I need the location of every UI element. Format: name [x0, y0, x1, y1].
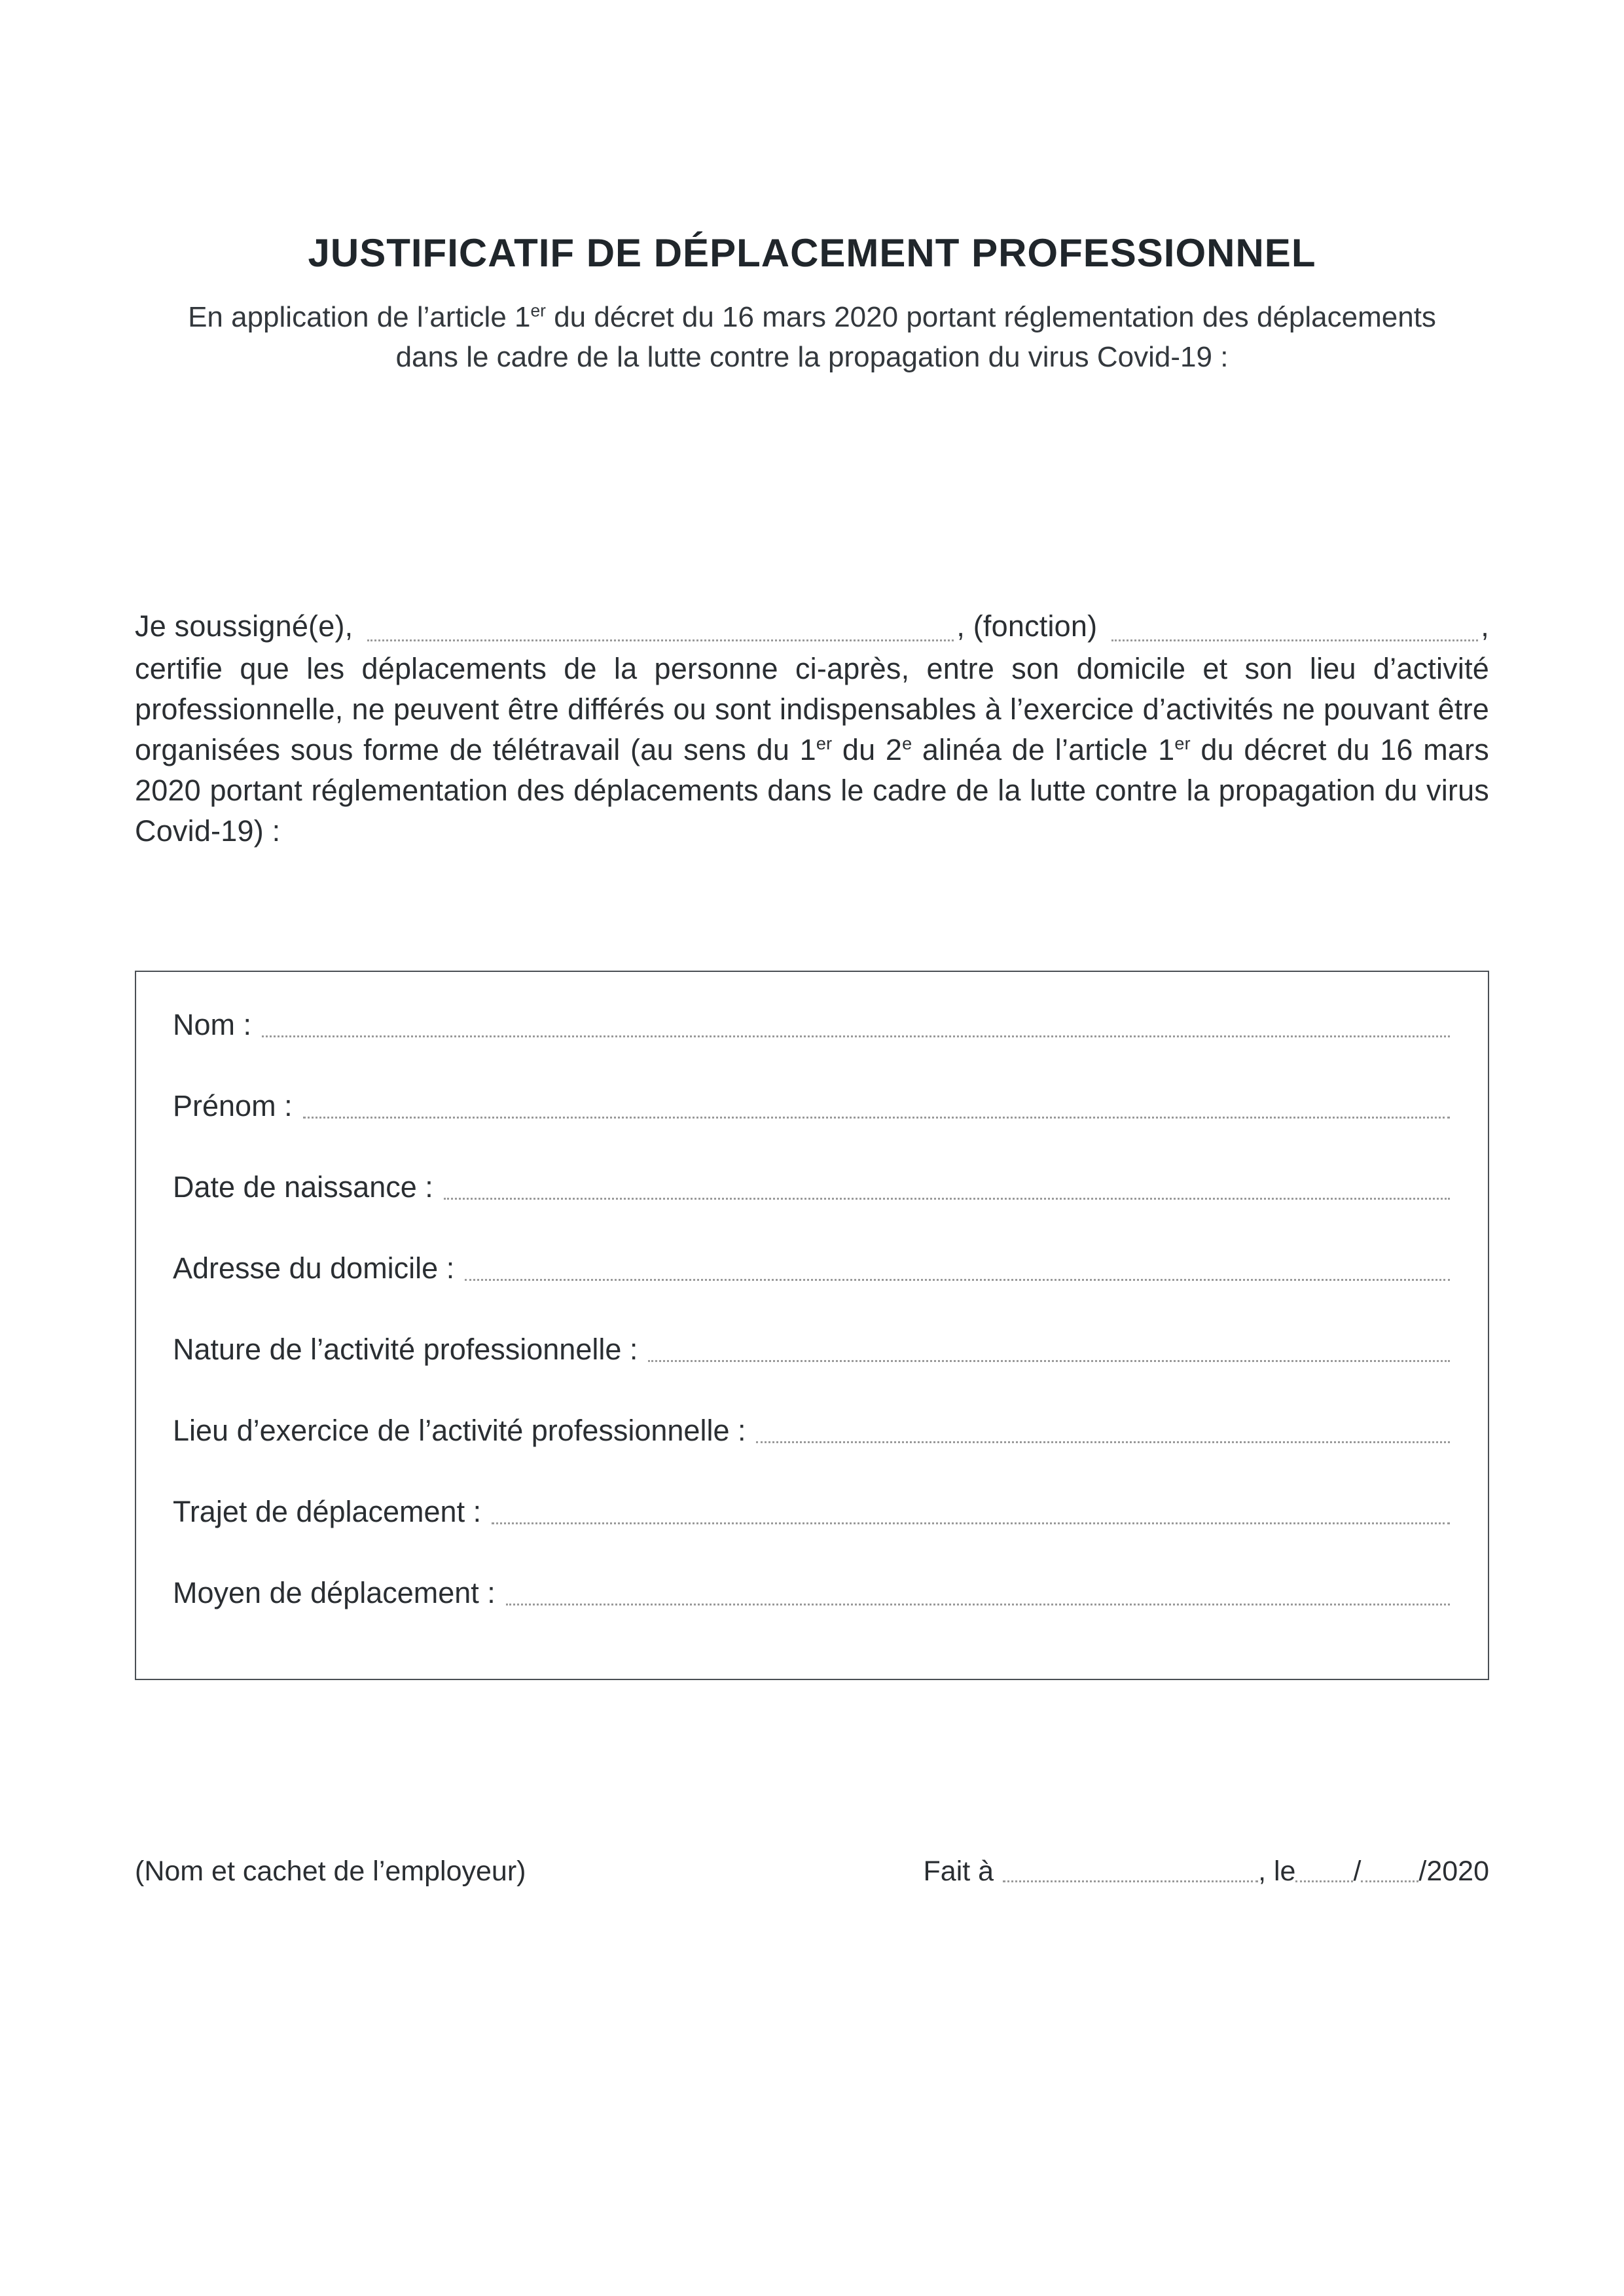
le-label: , le [1258, 1856, 1296, 1887]
field-blank-prenom [303, 1117, 1450, 1119]
field-blank-trajet [492, 1522, 1450, 1524]
year-label: /2020 [1418, 1856, 1489, 1887]
subtitle-text-1: En application de l’article 1 [188, 301, 531, 333]
signature-footer [135, 1856, 1489, 1888]
field-label-nature-activite: Nature de l’activité professionnelle : [173, 1333, 638, 1366]
date-place-line [924, 1856, 1489, 1888]
declaration-comma-text: , [1481, 609, 1489, 643]
declaration-intro-text: Je soussigné(e), [135, 609, 353, 643]
declaration-sup-3: er [1174, 733, 1191, 753]
field-row-prenom [173, 1088, 1450, 1124]
date-month-blank [1361, 1880, 1418, 1882]
page-title: JUSTIFICATIF DE DÉPLACEMENT PROFESSIONNEL [308, 231, 1316, 275]
declaration-paragraph [135, 606, 1489, 852]
subtitle-superscript: er [530, 300, 546, 321]
field-row-moyen [173, 1575, 1450, 1611]
field-row-nom [173, 1007, 1450, 1043]
field-row-lieu-exercice [173, 1413, 1450, 1448]
field-label-adresse: Adresse du domicile : [173, 1251, 455, 1285]
field-blank-nature-activite [648, 1360, 1450, 1362]
field-label-lieu-exercice: Lieu d’exercice de l’activité professionnelle : [173, 1414, 746, 1447]
employer-stamp-label: (Nom et cachet de l’employeur) [135, 1856, 526, 1887]
declaration-body-text [135, 649, 1489, 852]
field-label-prenom: Prénom : [173, 1089, 293, 1122]
field-row-date-naissance [173, 1170, 1450, 1205]
signatory-name-blank [367, 639, 954, 641]
field-label-trajet: Trajet de déplacement : [173, 1495, 482, 1528]
page-subtitle [184, 298, 1441, 377]
date-day-blank [1295, 1880, 1353, 1882]
field-blank-moyen [506, 1604, 1450, 1605]
declaration-function-text: , (fonction) [956, 609, 1098, 643]
document-content [0, 230, 1624, 1888]
field-row-nature-activite [173, 1332, 1450, 1367]
declaration-sup-1: er [816, 733, 833, 753]
fait-a-label: Fait à [923, 1856, 994, 1887]
field-blank-nom [262, 1035, 1450, 1037]
field-blank-adresse [465, 1279, 1450, 1281]
declaration-intro-line [135, 606, 1489, 647]
declaration-body-4: du décret du 16 mars 2020 portant réglementation des déplacements dans le cadre de la lutte contre la propagation du virus Covid-19) : [135, 732, 1490, 848]
field-label-date-naissance: Date de naissance : [173, 1170, 433, 1204]
declaration-sup-2: e [902, 733, 912, 753]
identity-form-box [135, 971, 1489, 1680]
declaration-body-3: alinéa de l’article 1 [912, 732, 1175, 766]
field-label-moyen: Moyen de déplacement : [173, 1576, 496, 1609]
signatory-function-blank [1111, 639, 1478, 641]
field-blank-date-naissance [444, 1198, 1450, 1200]
date-slash: / [1353, 1856, 1362, 1887]
subtitle-text-2: du décret du 16 mars 2020 portant réglementation des déplacements dans le cadre de la lutte contre la propagation du virus Covid-19 : [395, 301, 1436, 373]
declaration-body-1: certifie que les déplacements de la personne ci-après, entre son domicile et son lieu d’activité professionnelle, ne peuvent être différés ou sont indispensables à l’exercice d’activités ne pouvant être organisées sous forme de télétravail (au sens du 1 [135, 651, 1489, 766]
declaration-body-2: du 2 [832, 732, 903, 766]
field-row-trajet [173, 1494, 1450, 1530]
field-label-nom: Nom : [173, 1008, 252, 1041]
field-blank-lieu-exercice [756, 1441, 1450, 1443]
place-blank [1003, 1880, 1258, 1882]
field-row-adresse [173, 1251, 1450, 1286]
